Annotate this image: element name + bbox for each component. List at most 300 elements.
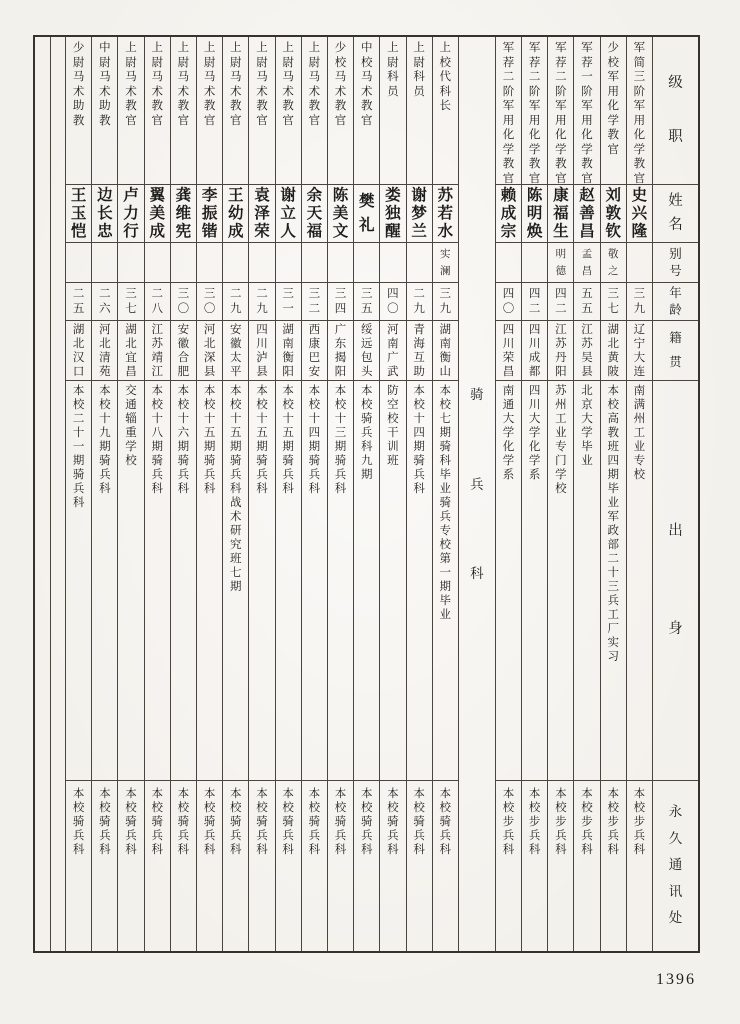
glyph: 河 — [99, 322, 111, 336]
rank-cell — [249, 37, 274, 185]
glyph: 之 — [607, 264, 619, 277]
glyph: 骑 — [230, 453, 242, 467]
glyph: 学 — [125, 439, 137, 453]
glyph: 骑 — [413, 453, 425, 467]
glyph: 马 — [334, 69, 347, 83]
glyph: 兵 — [607, 828, 619, 842]
glyph: 十 — [334, 411, 347, 425]
glyph: 本 — [230, 786, 242, 800]
glyph: 科 — [439, 453, 452, 467]
glyph: 都 — [528, 364, 541, 378]
glyph: 空 — [387, 397, 399, 411]
glyph: 校 — [256, 397, 268, 411]
age-cell — [276, 283, 301, 321]
glyph: 九 — [360, 453, 373, 467]
glyph: 玉 — [70, 203, 87, 222]
glyph: 九 — [413, 301, 425, 316]
glyph: 二 — [151, 286, 163, 301]
native-place-cell — [601, 321, 626, 381]
glyph: 军 — [528, 40, 541, 54]
glyph: 毕 — [581, 439, 593, 453]
glyph: 〇 — [203, 301, 216, 316]
glyph: 行 — [123, 221, 139, 240]
glyph: 期 — [308, 439, 321, 453]
glyph: 科 — [502, 842, 515, 856]
glyph: 龚 — [175, 185, 192, 204]
glyph: 北 — [203, 336, 216, 350]
glyph: 籍 — [669, 330, 682, 346]
glyph: 孟 — [581, 248, 593, 260]
name-cell — [601, 185, 626, 243]
name-cell — [171, 185, 196, 243]
origin-cell — [380, 381, 405, 781]
glyph: 期 — [99, 439, 111, 453]
rank-cell — [574, 37, 599, 185]
glyph: 大 — [633, 350, 646, 364]
person-column — [406, 37, 432, 951]
glyph: 教 — [555, 156, 567, 170]
alias-cell — [601, 243, 626, 283]
glyph: 互 — [413, 350, 425, 364]
glyph: 上 — [203, 40, 216, 54]
glyph: 科 — [439, 83, 452, 98]
glyph: 五 — [581, 286, 593, 301]
rank-cell — [118, 37, 143, 185]
origin-cell — [627, 381, 652, 781]
origin-cell — [601, 381, 626, 781]
glyph: 广 — [334, 322, 347, 336]
glyph: 兵 — [413, 828, 425, 842]
address-cell — [407, 781, 432, 951]
person-column — [117, 37, 143, 951]
rank-cell — [276, 37, 301, 185]
glyph: 兵 — [334, 467, 347, 481]
name-cell — [302, 185, 327, 243]
glyph: 五 — [230, 425, 242, 439]
header-native-place-label — [653, 321, 698, 381]
glyph: 天 — [306, 203, 323, 222]
glyph: 教 — [256, 98, 268, 112]
glyph: 高 — [607, 411, 619, 425]
glyph: 术 — [99, 83, 111, 98]
name-cell — [627, 185, 652, 243]
rank-cell — [522, 37, 547, 185]
glyph: 校 — [555, 800, 567, 814]
glyph: 肥 — [177, 364, 190, 378]
glyph: 本 — [360, 383, 373, 397]
glyph: 科 — [282, 481, 294, 495]
glyph: 马 — [151, 69, 163, 83]
glyph: 期 — [203, 439, 216, 453]
age-cell — [548, 283, 573, 321]
glyph: 化 — [528, 127, 541, 141]
glyph: 科 — [308, 842, 321, 856]
origin-cell — [354, 381, 379, 781]
glyph: 学 — [502, 425, 515, 439]
glyph: 马 — [256, 69, 268, 83]
glyph: 处 — [668, 910, 683, 927]
glyph: 专 — [633, 453, 646, 467]
glyph: 三 — [360, 286, 373, 301]
glyph: 业 — [439, 481, 452, 495]
glyph: 校 — [607, 397, 619, 411]
glyph: 科 — [607, 842, 619, 856]
glyph: 兵 — [439, 509, 452, 523]
glyph: 校 — [151, 397, 163, 411]
glyph: 军 — [633, 40, 646, 54]
glyph: 尉 — [177, 54, 190, 69]
glyph: 兵 — [633, 828, 646, 842]
glyph: 兵 — [151, 828, 163, 842]
glyph: 科 — [177, 481, 190, 495]
glyph: 术 — [230, 83, 242, 98]
glyph: 代 — [439, 69, 452, 83]
glyph: 本 — [581, 786, 593, 800]
glyph: 期 — [72, 453, 85, 467]
glyph: 教 — [203, 98, 216, 112]
glyph: 本 — [607, 383, 619, 397]
glyph: 兵 — [125, 828, 137, 842]
glyph: 科 — [99, 481, 111, 495]
person-column — [275, 37, 301, 951]
glyph: 钦 — [605, 221, 621, 240]
glyph: 骑 — [413, 814, 425, 828]
age-cell — [328, 283, 353, 321]
native-place-cell — [627, 321, 652, 381]
name-cell — [522, 185, 547, 243]
glyph: 科 — [282, 842, 294, 856]
alias-cell — [302, 243, 327, 283]
glyph: 兵 — [470, 476, 484, 493]
glyph: 尉 — [99, 54, 111, 69]
glyph: 教 — [230, 98, 242, 112]
glyph: 福 — [553, 203, 569, 222]
glyph: 大 — [581, 411, 593, 425]
glyph: 龄 — [669, 301, 682, 317]
glyph: 江 — [151, 322, 163, 336]
glyph: 本 — [72, 383, 85, 397]
glyph: 校 — [387, 800, 399, 814]
glyph: 上 — [256, 40, 268, 54]
glyph: 校 — [360, 397, 373, 411]
native-place-cell — [145, 321, 170, 381]
glyph: 兵 — [203, 467, 216, 481]
rank-cell — [496, 37, 521, 185]
glyph: 术 — [256, 83, 268, 98]
origin-cell — [522, 381, 547, 781]
glyph: 军 — [607, 69, 619, 83]
glyph: 骑 — [334, 453, 347, 467]
glyph: 十 — [282, 411, 294, 425]
glyph: 安 — [177, 322, 190, 336]
header-address-label — [653, 781, 698, 951]
glyph: 期 — [230, 439, 242, 453]
origin-cell — [197, 381, 222, 781]
glyph: 校 — [581, 800, 593, 814]
glyph: 本 — [72, 786, 85, 800]
glyph: 系 — [528, 467, 541, 481]
address-cell — [66, 781, 91, 951]
glyph: 校 — [177, 397, 190, 411]
glyph: 七 — [439, 411, 452, 425]
glyph: 宪 — [175, 221, 192, 240]
glyph: 北 — [125, 336, 137, 350]
glyph: 口 — [72, 364, 85, 378]
glyph: 校 — [177, 800, 190, 814]
glyph: 步 — [607, 814, 619, 828]
glyph: 马 — [230, 69, 242, 83]
glyph: 本 — [502, 786, 515, 800]
glyph: 期 — [439, 425, 452, 439]
glyph: 用 — [607, 83, 619, 98]
glyph: 科 — [125, 842, 137, 856]
native-place-cell — [548, 321, 573, 381]
glyph: 科 — [256, 481, 268, 495]
glyph: 湖 — [125, 322, 137, 336]
name-cell — [433, 185, 458, 243]
age-cell — [92, 283, 117, 321]
glyph: 兵 — [555, 828, 567, 842]
glyph: 上 — [230, 40, 242, 54]
native-place-cell — [118, 321, 143, 381]
address-cell — [548, 781, 573, 951]
glyph: 上 — [439, 40, 452, 54]
glyph: 骑 — [177, 453, 190, 467]
glyph: 二 — [607, 551, 619, 565]
glyph: 衡 — [439, 350, 452, 364]
glyph: 明 — [526, 203, 543, 222]
glyph: 尉 — [282, 54, 294, 69]
glyph: 七 — [125, 301, 137, 316]
glyph: 幼 — [228, 203, 244, 222]
glyph: 骑 — [308, 814, 321, 828]
name-cell — [407, 185, 432, 243]
glyph: 用 — [555, 112, 567, 127]
glyph: 振 — [201, 203, 218, 222]
glyph: 合 — [177, 350, 190, 364]
glyph: 术 — [151, 83, 163, 98]
glyph: 满 — [633, 397, 646, 411]
alias-cell — [118, 243, 143, 283]
alias-cell — [171, 243, 196, 283]
age-cell — [407, 283, 432, 321]
glyph: 辽 — [633, 322, 646, 336]
glyph: 谢 — [280, 185, 296, 204]
origin-cell — [433, 381, 458, 781]
glyph: 王 — [70, 185, 87, 204]
glyph: 教 — [125, 98, 137, 112]
glyph: 马 — [177, 69, 190, 83]
glyph: 科 — [470, 566, 484, 582]
rank-cell — [328, 37, 353, 185]
glyph: 用 — [502, 112, 515, 127]
glyph: 三 — [282, 286, 294, 301]
person-column — [301, 37, 327, 951]
glyph: 五 — [581, 301, 593, 316]
glyph: 期 — [230, 579, 242, 593]
native-place-cell — [433, 321, 458, 381]
glyph: 苏 — [581, 336, 593, 350]
glyph: 德 — [555, 264, 567, 277]
glyph: 大 — [502, 411, 515, 425]
glyph: 校 — [203, 800, 216, 814]
glyph: 江 — [151, 364, 163, 378]
glyph: 山 — [439, 364, 452, 378]
glyph: 深 — [203, 350, 216, 364]
header-age-label — [653, 283, 698, 321]
glyph: 二 — [308, 301, 321, 316]
glyph: 化 — [555, 127, 567, 141]
alias-cell — [380, 243, 405, 283]
glyph: 官 — [151, 112, 163, 127]
glyph: 干 — [387, 425, 399, 439]
address-cell — [433, 781, 458, 951]
glyph: 九 — [99, 425, 111, 439]
glyph: 业 — [607, 495, 619, 509]
glyph: 江 — [581, 322, 593, 336]
glyph: 骑 — [151, 814, 163, 828]
glyph: 业 — [439, 607, 452, 621]
glyph: 美 — [332, 203, 349, 222]
origin-cell — [407, 381, 432, 781]
glyph: 敬 — [607, 248, 619, 260]
glyph: 澜 — [440, 264, 451, 277]
glyph: 尉 — [256, 54, 268, 69]
glyph: 官 — [282, 112, 294, 127]
glyph: 十 — [151, 411, 163, 425]
glyph: 门 — [555, 453, 567, 467]
rank-cell — [223, 37, 248, 185]
glyph: 二 — [528, 301, 541, 316]
name-cell — [118, 185, 143, 243]
glyph: 本 — [151, 383, 163, 397]
glyph: 五 — [72, 301, 85, 316]
section-divider-label — [459, 37, 495, 951]
glyph: 期 — [256, 439, 268, 453]
glyph: 本 — [387, 786, 399, 800]
glyph: 员 — [387, 83, 399, 98]
glyph: 校 — [230, 800, 242, 814]
glyph: 大 — [528, 411, 541, 425]
glyph: 军 — [607, 509, 619, 523]
address-cell — [145, 781, 170, 951]
glyph: 实 — [607, 635, 619, 649]
glyph: 湖 — [72, 322, 85, 336]
glyph: 四 — [334, 301, 347, 316]
glyph: 汉 — [72, 350, 85, 364]
native-place-cell — [249, 321, 274, 381]
glyph: 三 — [607, 579, 619, 593]
person-column — [573, 37, 599, 951]
glyph: 教 — [151, 98, 163, 112]
glyph: 科 — [203, 842, 216, 856]
name-cell — [574, 185, 599, 243]
native-place-cell — [380, 321, 405, 381]
glyph: 南 — [502, 383, 515, 397]
glyph: 康 — [553, 185, 569, 204]
glyph: 五 — [282, 425, 294, 439]
glyph: 美 — [149, 203, 165, 222]
glyph: 四 — [502, 322, 515, 336]
glyph: 通 — [502, 397, 515, 411]
glyph: 科 — [256, 842, 268, 856]
glyph: 科 — [72, 842, 85, 856]
glyph: 三 — [203, 286, 216, 301]
glyph: 赖 — [500, 185, 517, 204]
glyph: 教 — [581, 156, 593, 170]
rank-cell — [171, 37, 196, 185]
name-cell — [380, 185, 405, 243]
glyph: 专 — [555, 439, 567, 453]
glyph: 科 — [360, 439, 373, 453]
rank-cell — [66, 37, 91, 185]
glyph: 业 — [581, 453, 593, 467]
glyph: 军 — [555, 40, 567, 54]
rank-cell — [548, 37, 573, 185]
glyph: 本 — [555, 786, 567, 800]
glyph: 太 — [230, 350, 242, 364]
glyph: 身 — [668, 621, 683, 638]
glyph: 官 — [230, 112, 242, 127]
address-cell — [302, 781, 327, 951]
glyph: 成 — [528, 350, 541, 364]
glyph: 福 — [306, 221, 323, 240]
glyph: 战 — [230, 495, 242, 509]
glyph: 通 — [668, 857, 683, 874]
glyph: 阶 — [502, 83, 515, 98]
glyph: 靖 — [151, 350, 163, 364]
glyph: 讯 — [668, 883, 683, 900]
glyph: 兵 — [203, 828, 216, 842]
native-place-cell — [223, 321, 248, 381]
glyph: 敦 — [605, 203, 621, 222]
glyph: 军 — [581, 40, 593, 54]
origin-cell — [92, 381, 117, 781]
glyph: 昌 — [581, 264, 593, 277]
glyph: 用 — [528, 112, 541, 127]
glyph: 湖 — [439, 322, 452, 336]
glyph: 绥 — [360, 322, 373, 336]
person-column — [222, 37, 248, 951]
glyph: 二 — [230, 286, 242, 301]
glyph: 教 — [99, 112, 111, 127]
age-cell — [601, 283, 626, 321]
glyph: 术 — [203, 83, 216, 98]
glyph: 北 — [99, 336, 111, 350]
glyph: 马 — [99, 69, 111, 83]
native-place-cell — [92, 321, 117, 381]
glyph: 本 — [334, 786, 347, 800]
age-cell — [433, 283, 458, 321]
glyph: 阶 — [633, 83, 646, 98]
glyph: 校 — [439, 800, 452, 814]
alias-cell — [627, 243, 652, 283]
glyph: 校 — [607, 54, 619, 69]
glyph: 阶 — [528, 83, 541, 98]
glyph: 〇 — [502, 301, 515, 316]
glyph: 八 — [151, 425, 163, 439]
glyph: 〇 — [387, 301, 399, 316]
person-column — [547, 37, 573, 951]
glyph: 二 — [72, 411, 85, 425]
glyph: 步 — [502, 814, 515, 828]
glyph: 河 — [387, 322, 399, 336]
glyph: 樊 — [358, 191, 375, 210]
glyph: 本 — [230, 383, 242, 397]
glyph: 校 — [502, 800, 515, 814]
origin-cell — [302, 381, 327, 781]
glyph: 徽 — [230, 336, 242, 350]
